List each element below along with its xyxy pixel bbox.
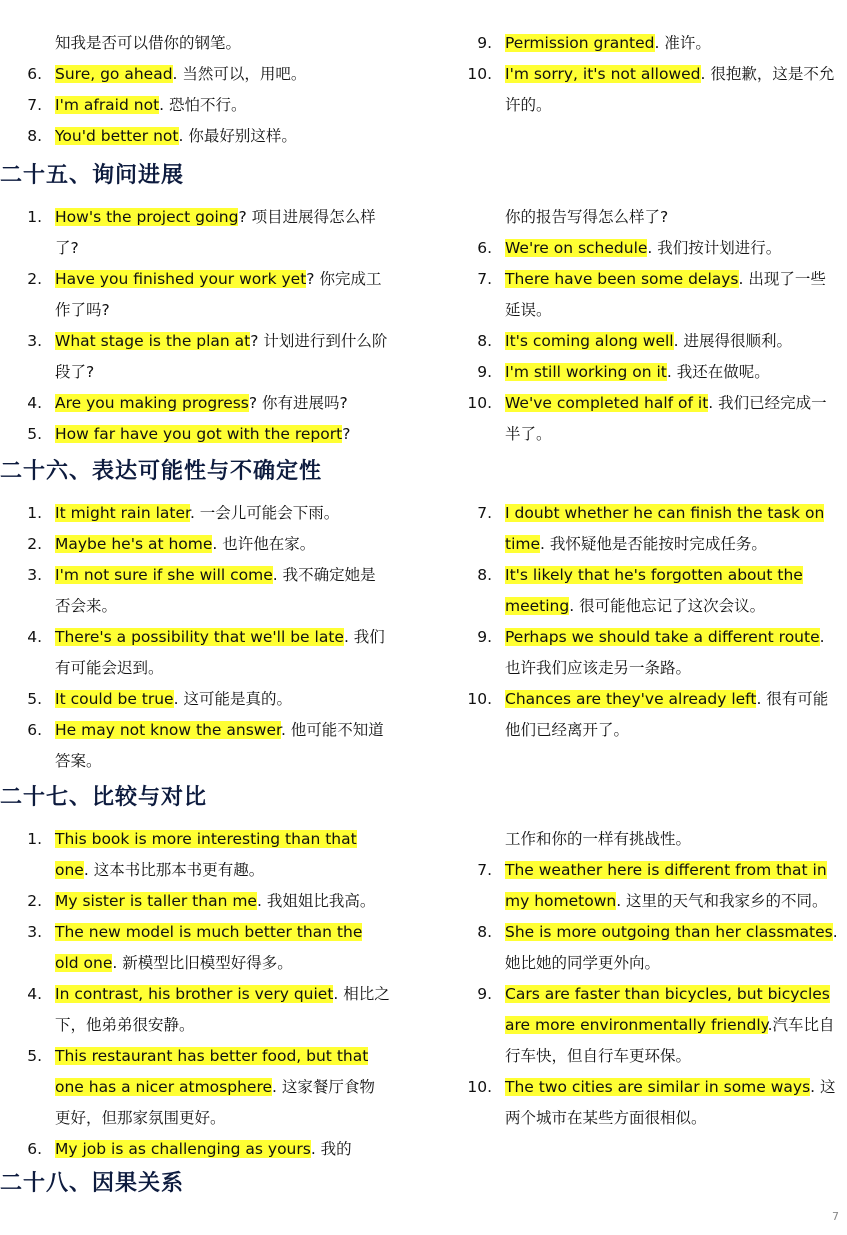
chinese-translation: ? 你完成工作了吗? [55, 270, 382, 319]
list-item [27, 419, 390, 450]
english-phrase: It's likely that he's forgotten about the meeting [505, 566, 803, 615]
page-number: 7 [832, 1210, 839, 1223]
chinese-translation: . 她比她的同学更外向。 [505, 923, 838, 972]
item-list [467, 855, 840, 1134]
chinese-translation: . 很有可能他们已经离开了。 [505, 690, 829, 739]
item-number: 6. [27, 65, 42, 83]
continued-text: 你的报告写得怎么样了? [505, 208, 669, 226]
list-item [477, 326, 840, 357]
list-item [467, 1072, 840, 1134]
item-number: 10. [467, 1078, 492, 1096]
english-phrase: I'm afraid not [55, 96, 160, 114]
item-list [467, 498, 840, 746]
item-number: 6. [27, 1140, 42, 1158]
item-list [467, 28, 840, 121]
list-item [477, 622, 840, 684]
item-number: 7. [477, 270, 492, 288]
chinese-translation: . 我们按计划进行。 [647, 239, 782, 257]
item-number: 5. [27, 425, 42, 443]
list-item [27, 202, 390, 264]
item-number: 10. [467, 690, 492, 708]
english-phrase: We've completed half of it [505, 394, 709, 412]
item-number: 3. [27, 332, 42, 350]
english-phrase: Sure, go ahead [55, 65, 173, 83]
list-item [27, 1134, 390, 1165]
item-number: 4. [27, 985, 42, 1003]
english-phrase: Permission granted [505, 34, 655, 52]
item-number: 5. [27, 1047, 42, 1065]
chinese-translation: . 也许我们应该走另一条路。 [505, 628, 825, 677]
item-number: 2. [27, 270, 42, 288]
list-item [27, 388, 390, 419]
item-number: 8. [477, 566, 492, 584]
list-item [467, 59, 840, 121]
chinese-translation: . 进展得很顺利。 [673, 332, 792, 350]
item-number: 10. [467, 65, 492, 83]
english-phrase: The two cities are similar in some ways [505, 1078, 811, 1096]
item-number: 8. [477, 923, 492, 941]
list-item [27, 715, 390, 777]
english-phrase: It might rain later [55, 504, 190, 522]
english-phrase: I'm not sure if she will come [55, 566, 273, 584]
english-phrase: You'd better not [55, 127, 179, 145]
section-heading-25: 二十五、询问进展 [0, 163, 185, 188]
list-item [477, 855, 840, 917]
chinese-translation: . 我不确定她是否会来。 [55, 566, 376, 615]
item-number: 1. [27, 830, 42, 848]
english-phrase: There have been some delays [505, 270, 739, 288]
chinese-translation: . 也许他在家。 [212, 535, 316, 553]
section25-right-column [467, 202, 840, 450]
english-phrase: It's coming along well [505, 332, 674, 350]
chinese-translation: . 一会儿可能会下雨。 [189, 504, 340, 522]
item-number: 9. [477, 34, 492, 52]
english-phrase: I doubt whether he can finish the task on time [505, 504, 825, 553]
continued-text: 知我是否可以借你的钢笔。 [55, 34, 242, 52]
section25-left-column [27, 202, 390, 450]
chinese-translation: . 这可能是真的。 [173, 690, 292, 708]
item-number: 8. [27, 127, 42, 145]
chinese-translation: . 我姐姐比我高。 [256, 892, 376, 910]
chinese-translation: . 很抱歉，这是不允许的。 [505, 65, 835, 114]
item-number: 2. [27, 535, 42, 553]
list-item [477, 233, 840, 264]
english-phrase: There's a possibility that we'll be late [55, 628, 344, 646]
item-number: 9. [477, 363, 492, 381]
continued-text: 工作和你的一样有挑战性。 [505, 830, 692, 848]
list-item [27, 886, 390, 917]
english-phrase: My sister is taller than me [55, 892, 257, 910]
section27-right-column [467, 824, 840, 1134]
english-phrase: The new model is much better than the old one [55, 923, 363, 972]
chinese-translation: . 我怀疑他是否能按时完成任务。 [540, 535, 767, 553]
list-item [27, 529, 390, 560]
item-number: 3. [27, 566, 42, 584]
list-item [27, 622, 390, 684]
chinese-translation: . 这本书比那本书更有趣。 [83, 861, 265, 879]
chinese-translation: . 准许。 [654, 34, 711, 52]
english-phrase: Cars are faster than bicycles, but bicycles are more environmentally friendly [505, 985, 830, 1034]
item-number: 4. [27, 628, 42, 646]
item-list [467, 233, 840, 450]
chinese-translation: . 很可能他忘记了这次会议。 [569, 597, 766, 615]
top-right-column [467, 28, 840, 121]
chinese-translation: . 我还在做呢。 [666, 363, 770, 381]
section27-left-column [27, 824, 390, 1165]
english-phrase: Have you finished your work yet [55, 270, 307, 288]
item-number: 6. [477, 239, 492, 257]
chinese-translation: . 你最好别这样。 [178, 127, 297, 145]
list-item [27, 264, 390, 326]
list-item [477, 357, 840, 388]
list-item [27, 498, 390, 529]
item-list [27, 824, 390, 1165]
english-phrase: I'm still working on it [505, 363, 667, 381]
item-number: 10. [467, 394, 492, 412]
list-item [27, 560, 390, 622]
english-phrase: Are you making progress [55, 394, 249, 412]
chinese-translation: . 新模型比旧模型好得多。 [112, 954, 293, 972]
item-number: 7. [27, 96, 42, 114]
english-phrase: It could be true [55, 690, 174, 708]
english-phrase: Perhaps we should take a different route [505, 628, 820, 646]
item-number: 9. [477, 628, 492, 646]
item-number: 1. [27, 208, 42, 226]
section26-right-column [467, 498, 840, 746]
list-item [467, 388, 840, 450]
chinese-translation: . 我们已经完成一半了。 [505, 394, 827, 443]
english-phrase: We're on schedule [505, 239, 648, 257]
list-item [27, 121, 390, 152]
list-item [477, 498, 840, 560]
chinese-translation: . 这家餐厅食物更好，但那家氛围更好。 [55, 1078, 375, 1127]
english-phrase: I'm sorry, it's not allowed [505, 65, 701, 83]
list-item [477, 560, 840, 622]
list-item [477, 28, 840, 59]
item-number: 1. [27, 504, 42, 522]
item-number: 9. [477, 985, 492, 1003]
chinese-translation: ? 项目进展得怎么样了? [55, 208, 376, 257]
list-item [27, 59, 390, 90]
english-phrase: This book is more interesting than that one [55, 830, 357, 879]
chinese-translation: . 出现了一些延误。 [505, 270, 826, 319]
section-heading-27: 二十七、比较与对比 [0, 785, 208, 810]
top-left-column [27, 28, 390, 152]
chinese-translation: . 恐怕不行。 [159, 96, 247, 114]
section-heading-28: 二十八、因果关系 [0, 1171, 185, 1196]
item-list [27, 202, 390, 450]
item-number: 5. [27, 690, 42, 708]
english-phrase: She is more outgoing than her classmates [505, 923, 833, 941]
chinese-translation: ? 计划进行到什么阶段了? [55, 332, 388, 381]
chinese-translation: . 相比之下，他弟弟很安静。 [55, 985, 390, 1034]
list-item [477, 917, 840, 979]
chinese-translation: . 他可能不知道答案。 [55, 721, 384, 770]
english-phrase: How's the project going [55, 208, 239, 226]
list-item [477, 979, 840, 1072]
english-phrase: How far have you got with the report [55, 425, 343, 443]
item-number: 2. [27, 892, 42, 910]
list-item [27, 684, 390, 715]
chinese-translation: ? [342, 425, 351, 443]
list-item [27, 1041, 390, 1134]
item-number: 7. [477, 504, 492, 522]
list-item [27, 824, 390, 886]
english-phrase: Maybe he's at home [55, 535, 213, 553]
item-number: 4. [27, 394, 42, 412]
item-number: 7. [477, 861, 492, 879]
chinese-translation: . 我们有可能会迟到。 [55, 628, 385, 677]
english-phrase: This restaurant has better food, but that one has a nicer atmosphere [55, 1047, 369, 1096]
item-number: 6. [27, 721, 42, 739]
english-phrase: What stage is the plan at [55, 332, 251, 350]
item-number: 8. [477, 332, 492, 350]
chinese-translation: .汽车比自行车快，但自行车更环保。 [505, 1016, 835, 1065]
english-phrase: My job is as challenging as yours [55, 1140, 311, 1158]
english-phrase: In contrast, his brother is very quiet [55, 985, 334, 1003]
chinese-translation: ? 你有进展吗? [248, 394, 348, 412]
list-item [477, 264, 840, 326]
english-phrase: He may not know the answer [55, 721, 281, 739]
list-item [27, 979, 390, 1041]
list-item [27, 917, 390, 979]
item-list [27, 59, 390, 152]
english-phrase: The weather here is different from that in my hometown [505, 861, 827, 910]
section26-left-column [27, 498, 390, 777]
list-item [467, 684, 840, 746]
section-heading-26: 二十六、表达可能性与不确定性 [0, 459, 323, 484]
chinese-translation: . 当然可以，用吧。 [172, 65, 307, 83]
english-phrase: Chances are they've already left [505, 690, 757, 708]
item-list [27, 498, 390, 777]
chinese-translation: . 我的 [310, 1140, 352, 1158]
chinese-translation: . 这里的天气和我家乡的不同。 [616, 892, 828, 910]
list-item [27, 90, 390, 121]
list-item [27, 326, 390, 388]
chinese-translation: . 这两个城市在某些方面很相似。 [505, 1078, 836, 1127]
item-number: 3. [27, 923, 42, 941]
